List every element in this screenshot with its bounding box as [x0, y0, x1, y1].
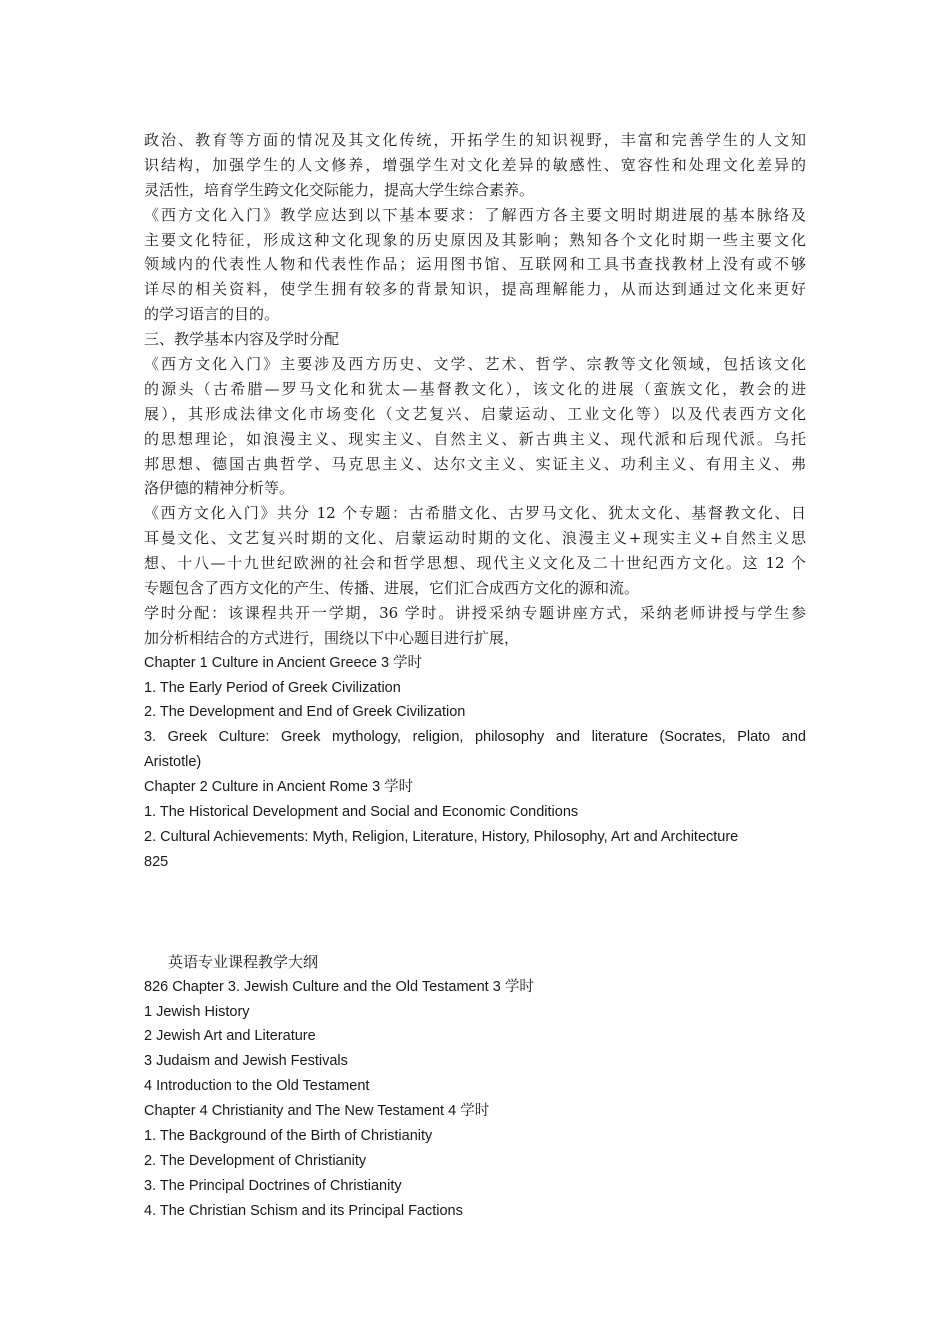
chapter-title: Chapter 1 Culture in Ancient Greece 3 学时 [144, 654, 423, 671]
paragraph-hours [144, 601, 806, 651]
text-line: 政治、教育等方面的情况及其文化传统，开拓学生的知识视野，丰富和完善学生的人文知 [144, 131, 806, 149]
chapter-item: 3. Greek Culture: Greek mythology, religion, philosophy and literature (Socrates, Plato and [144, 729, 806, 746]
chapter-item: 4. The Christian Schism and its Principal Factions [144, 1202, 463, 1219]
chapter-item: 2 Jewish Art and Literature [144, 1028, 316, 1045]
paragraph-intro [144, 128, 806, 203]
text-line: 《西方文化入门》共分 12 个专题：古希腊文化、古罗马文化、犹太文化、基督教文化、日 [144, 504, 806, 523]
paragraph-content [144, 352, 806, 501]
text-line: 灵活性，培育学生跨文化交际能力，提高大学生综合素养。 [144, 180, 535, 199]
chapter-item: 3. The Principal Doctrines of Christianity [144, 1177, 402, 1194]
paragraph-requirements [144, 203, 806, 327]
chapter-title: Chapter 2 Culture in Ancient Rome 3 学时 [144, 779, 414, 796]
text-line: 邦思想、德国古典哲学、马克思主义、达尔文主义、实证主义、功利主义、有用主义、弗 [144, 454, 806, 473]
text-line: 想、十八—十九世纪欧洲的社会和哲学思想、现代主义文化及二十世纪西方文化。这 12 个 [144, 554, 806, 573]
chapter-1 [144, 651, 806, 775]
text-line: 识结构，加强学生的人文修养，增强学生对文化差异的敏感性、宽容性和处理文化差异的 [144, 155, 806, 174]
text-line: 专题包含了西方文化的产生、传播、进展，它们汇合成西方文化的源和流。 [144, 579, 640, 598]
text-line: 《西方文化入门》教学应达到以下基本要求：了解西方各主要文明时期进展的基本脉络及 [144, 205, 806, 224]
text-line: 展），其形成法律文化市场变化（文艺复兴、启蒙运动、工业文化等）以及代表西方文化 [144, 404, 806, 423]
document-body [144, 128, 806, 1224]
chapter-4 [144, 1099, 806, 1223]
chapter-item: 3 Judaism and Jewish Festivals [144, 1053, 348, 1070]
page-number: 825 [144, 853, 169, 870]
chapter-item: 2. Cultural Achievements: Myth, Religion, Literature, History, Philosophy, Art and Architecture [144, 828, 739, 845]
chapter-item: 1 Jewish History [144, 1003, 250, 1020]
chapter-item: 1. The Early Period of Greek Civilization [144, 679, 401, 696]
chapter-item: 2. The Development and End of Greek Civilization [144, 704, 466, 721]
text-line: 《西方文化入门》主要涉及西方历史、文学、艺术、哲学、宗教等文化领域，包括该文化 [144, 355, 806, 374]
text-line: 学时分配：该课程共开一学期，36 学时。讲授采纳专题讲座方式，采纳老师讲授与学生参 [144, 603, 806, 622]
text-line: 的思想理论，如浪漫主义、现实主义、自然主义、新古典主义、现代派和后现代派。乌托 [144, 429, 806, 448]
chapter-title: Chapter 4 Christianity and The New Testament 4 学时 [144, 1103, 490, 1120]
chapter-item: 1. The Historical Development and Social and Economic Conditions [144, 804, 579, 821]
text-line: 主要文化特征，形成这种文化现象的历史原因及其影响；熟知各个文化时期一些主要文化 [144, 230, 806, 249]
running-header: 英语专业课程教学大纲 [168, 952, 319, 971]
chapter-item: 4 Introduction to the Old Testament [144, 1078, 370, 1095]
text-line: 洛伊德的精神分析等。 [144, 479, 295, 498]
text-line: 的源头（古希腊—罗马文化和犹太—基督教文化），该文化的进展（蛮族文化，教会的进 [144, 379, 806, 398]
text-line: 的学习语言的目的。 [144, 305, 280, 324]
chapter-title: 826 Chapter 3. Jewish Culture and the Old Testament 3 学时 [144, 978, 534, 995]
chapter-2 [144, 775, 806, 850]
section-heading: 三、教学基本内容及学时分配 [144, 330, 340, 349]
page-break-gap [144, 875, 806, 950]
text-line: 详尽的相关资料，使学生拥有较多的背景知识，提高理解能力，从而达到通过文化来更好 [144, 280, 806, 299]
paragraph-topics [144, 501, 806, 601]
text-line: 领域内的代表性人物和代表性作品；运用图书馆、互联网和工具书查找教材上没有或不够 [144, 255, 806, 274]
text-line: 加分析相结合的方式进行，围绕以下中心题目进行扩展， [144, 628, 520, 647]
chapter-item: 1. The Background of the Birth of Christianity [144, 1127, 433, 1144]
chapter-3 [144, 975, 806, 1099]
chapter-item: Aristotle) [144, 754, 202, 771]
text-line: 耳曼文化、文艺复兴时期的文化、启蒙运动时期的文化、浪漫主义+现实主义+自然主义思 [144, 529, 806, 548]
chapter-item: 2. The Development of Christianity [144, 1152, 367, 1169]
